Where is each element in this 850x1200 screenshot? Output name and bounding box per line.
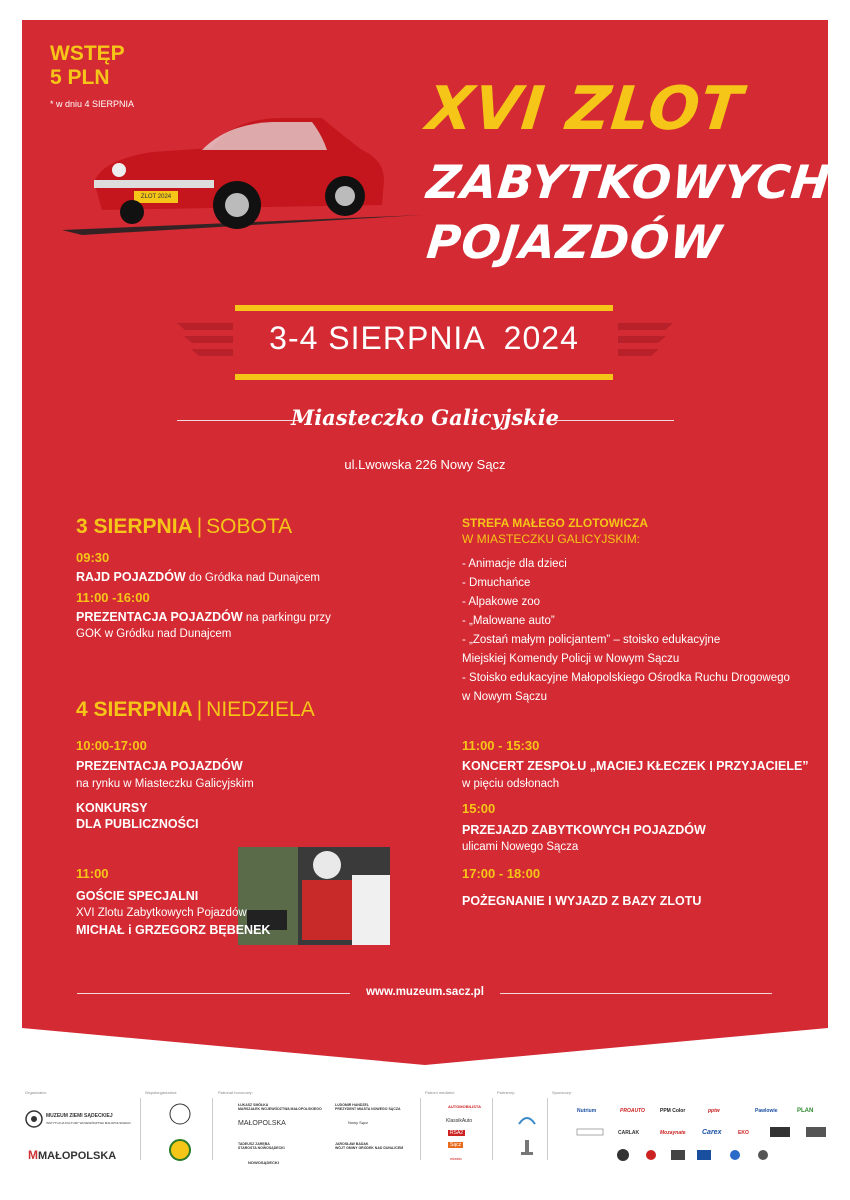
sponsor-logo: PPM Color (660, 1108, 686, 1114)
day1-time1: 09:30 (76, 550, 110, 565)
patron3-logo: NOWOSĄDECKI (248, 1160, 279, 1165)
day2-date: 4 SIERPNIA (76, 698, 193, 721)
list-item: - Animacje dla dzieci (462, 558, 567, 570)
parade: PRZEJAZD ZABYTKOWYCH POJAZDÓW (462, 823, 706, 837)
day2-time2: 11:00 (76, 866, 109, 881)
partner-logo-icon (517, 1138, 537, 1158)
car-plate: ZLOT 2024 (140, 194, 172, 200)
sponsor-logo: PROAUTO (620, 1108, 645, 1114)
list-item: w Nowym Sączu (462, 691, 547, 703)
sponsor-logo: Mozaynate (660, 1130, 686, 1136)
sponsor-logo: Carex (702, 1129, 722, 1136)
patron2-logo: Nowy Sącz (348, 1120, 369, 1125)
day1-weekday: SOBOTA (206, 515, 293, 538)
venue: Miasteczko Galicyjskie (290, 405, 560, 430)
coorganizer-logo-icon (168, 1102, 192, 1126)
label-partners: Partnerzy: (497, 1090, 516, 1095)
entry-price (50, 42, 125, 90)
sponsor-logo: Pawlowie (755, 1108, 778, 1114)
title-line1: XVI ZLOT (423, 74, 747, 144)
list-item: - Dmuchańce (462, 577, 531, 589)
media-logo: AUTOMOBILISTA (448, 1104, 481, 1109)
label-sponsors: Sponsorzy: (552, 1090, 573, 1095)
sponsor-logo: PLAN (797, 1108, 814, 1114)
right-time1: 11:00 - 15:30 (462, 738, 540, 753)
kids-zone-heading: STREFA MAŁEGO ZLOTOWICZA W MIASTECZKU GALICYJSKIM: (462, 516, 648, 546)
label-organizer: Organizator: (25, 1090, 48, 1095)
media-logo: KlassikAuto (446, 1118, 473, 1124)
label-coorganizer: Współorganizator: (145, 1090, 178, 1095)
day1-item1: RAJD POJAZDÓW do Gródka nad Dunajcem (76, 570, 320, 584)
guests-names: MICHAŁ i GRZEGORZ BĘBENEK (76, 923, 271, 937)
kids-zone-list (462, 555, 822, 707)
sponsor-logo: CARLAK (618, 1130, 640, 1136)
day2-presentation: PREZENTACJA POJAZDÓW (76, 759, 243, 773)
museum-logo-icon (25, 1110, 43, 1128)
entry-label: WSTĘP (50, 42, 125, 65)
title-line3: POJAZDÓW (424, 215, 725, 269)
malopolska-logo: MMAŁOPOLSKA (28, 1148, 117, 1162)
sponsor-logos-row (615, 1148, 775, 1162)
poster (22, 20, 834, 1060)
list-item: - Stoisko edukacyjne Małopolskiego Ośrodka Ruchu Drogowego (462, 672, 790, 684)
sponsor-logo: pptw (708, 1108, 720, 1114)
entry-note: * w dniu 4 SIERPNIA (50, 99, 135, 109)
sponsor-logo-icon (575, 1126, 605, 1138)
guests-title: GOŚCIE SPECJALNI (76, 889, 199, 903)
day1-time2: 11:00 -16:00 (76, 590, 150, 605)
right-time2: 15:00 (462, 801, 496, 816)
list-item: Miejskiej Komendy Policji w Nowym Sączu (462, 653, 680, 665)
patron2: LUDOMIR HANDZEL PREZYDENT MIASTA NOWEGO SĄCZA (335, 1103, 401, 1111)
label-media: Patroni medialni: (425, 1090, 455, 1095)
sponsor-logo-icon (806, 1127, 826, 1137)
day2-contest: KONKURSY DLA PUBLICZNOŚCI (76, 801, 199, 831)
event-date: 3-4 SIERPNIA 2024 (269, 320, 579, 356)
label-patronage: Patronat honorowy: (218, 1090, 253, 1095)
day2-time1: 10:00-17:00 (76, 738, 147, 753)
list-item: - Alpakowe zoo (462, 596, 540, 608)
patron3: TADEUSZ ZARĘBA STAROSTA NOWOSĄDECKI (238, 1142, 285, 1150)
parade-text: ulicami Nowego Sącza (462, 841, 579, 853)
museum-sub: INSTYTUCJA KULTURY WOJEWÓDZTWA MAŁOPOLSKIEGO (46, 1121, 131, 1125)
title-line2: ZABYTKOWYCH (424, 155, 834, 209)
divider (500, 993, 772, 994)
day2-weekday: NIEDZIELA (206, 698, 315, 721)
list-item: - „Malowane auto” (462, 615, 555, 627)
entry-amount: 5 PLN (50, 66, 110, 89)
list-item: - „Zostań małym policjantem” – stoisko edukacyjne (462, 634, 721, 646)
sponsor-logo: EKO (738, 1130, 749, 1136)
sponsors-footer (0, 1080, 850, 1200)
sponsor-logo: Nutrium (577, 1108, 597, 1114)
media-logo: RSA2 (450, 1130, 464, 1136)
address: ul.Lwowska 226 Nowy Sącz (344, 457, 506, 472)
day2-presentation-text: na rynku w Miasteczku Galicyjskim (76, 778, 254, 790)
partner-logo-icon (517, 1112, 537, 1126)
sponsor-logo-icon (770, 1127, 790, 1137)
day1-heading: 3 SIERPNIA | SOBOTA (76, 515, 293, 538)
gmina-logo-icon (168, 1138, 192, 1162)
concert-text: w pięciu odsłonach (462, 778, 560, 790)
farewell: POŻEGNANIE I WYJAZD Z BAZY ZLOTU (462, 894, 702, 908)
guests-text: XVI Zlotu Zabytkowych Pojazdów (76, 907, 247, 919)
patron4: JAROSŁAW BADAK WÓJT GMINY GRÓDEK NAD DUNAJCEM (335, 1142, 404, 1150)
media-logo: miasto (450, 1156, 462, 1161)
divider (77, 993, 350, 994)
day2-heading: 4 SIERPNIA | NIEDZIELA (76, 698, 315, 721)
patron1: ŁUKASZ SMÓŁKA MARSZAŁEK WOJEWÓDZTWA MAŁOPOLSKIEGO (238, 1103, 322, 1111)
museum-name: MUZEUM ZIEMI SĄDECKIEJ (46, 1113, 113, 1119)
day1-date: 3 SIERPNIA (76, 515, 193, 538)
right-time3: 17:00 - 18:00 (462, 866, 541, 881)
day1-item2: PREZENTACJA POJAZDÓW na parkingu przy GOK w Gródku nad Dunajcem (76, 610, 331, 640)
website-link[interactable]: www.muzeum.sacz.pl (366, 986, 484, 998)
concert: KONCERT ZESPOŁU „MACIEJ KŁECZEK I PRZYJACIELE” (462, 759, 809, 773)
patron1-logo: MAŁOPOLSKA (238, 1120, 286, 1127)
media-logo: Sącz (450, 1142, 462, 1148)
